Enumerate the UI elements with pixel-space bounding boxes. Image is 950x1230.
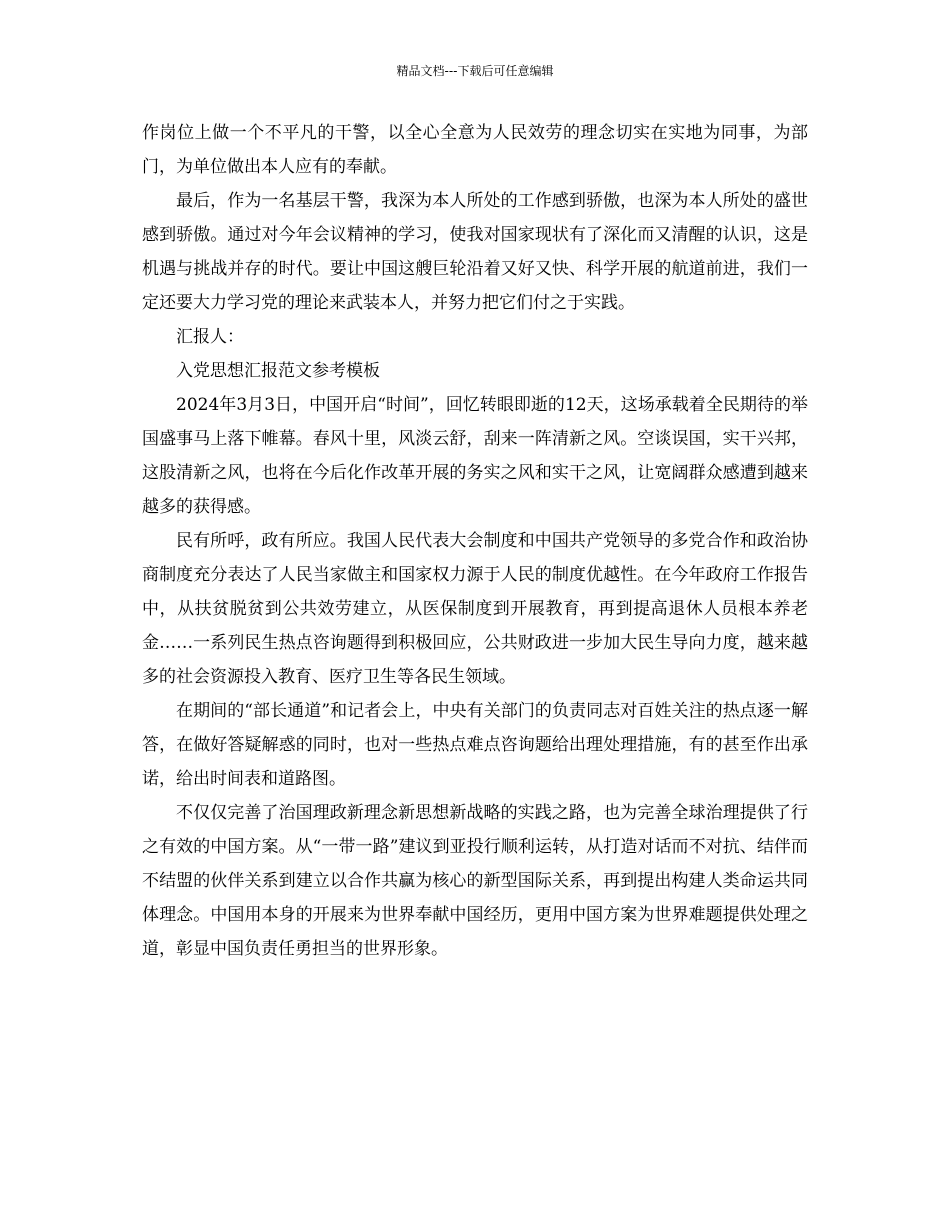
paragraph: 最后，作为一名基层干警，我深为本人所处的工作感到骄傲，也深为本人所处的盛世感到骄傲。通过对今年会议精神的学习，使我对国家现状有了深化而又清醒的认识，这是机遇与挑战并存的时代。要让中国这艘巨轮沿着又好又快、科学开展的航道前进，我们一定还要大力学习党的理论来武装本人，并努力把它们付之于实践。	[142, 191, 808, 313]
paragraph: 2024年3月3日，中国开启“时间”，回忆转眼即逝的12天，这场承载着全民期待的举国盛事马上落下帷幕。春风十里，风淡云舒，刮来一阵清新之风。空谈误国，实干兴邦，这股清新之风，也将在今后化作改革开展的务实之风和实干之风，让宽阔群众感遭到越来越多的获得感。	[142, 395, 808, 517]
section-title: 入党思想汇报范文参考模板	[176, 361, 380, 381]
paragraph: 不仅仅完善了治国理政新理念新思想新战略的实践之路，也为完善全球治理提供了行之有效的中国方案。从“一带一路”建议到亚投行顺利运转，从打造对话而不对抗、结伴而不结盟的伙伴关系到建立以合作共赢为核心的新型国际关系，再到提出构建人类命运共同体理念。中国用本身的开展来为世界奉献中国经历，更用中国方案为世界难题提供处理之道，彰显中国负责任勇担当的世界形象。	[142, 803, 808, 959]
paragraph-continuation: 作岗位上做一个不平凡的干警，以全心全意为人民效劳的理念切实在实地为同事，为部门，为单位做出本人应有的奉献。	[142, 123, 808, 177]
document-body	[142, 116, 808, 966]
reporter-label: 汇报人：	[176, 327, 244, 347]
paragraph: 在期间的“部长通道”和记者会上，中央有关部门的负责同志对百姓关注的热点逐一解答，在做好答疑解惑的同时，也对一些热点难点咨询题给出理处理措施，有的甚至作出承诺，给出时间表和道路图。	[142, 701, 808, 789]
page-header: 精品文档---下载后可任意编辑	[396, 64, 554, 78]
paragraph: 民有所呼，政有所应。我国人民代表大会制度和中国共产党领导的多党合作和政治协商制度充分表达了人民当家做主和国家权力源于人民的制度优越性。在今年政府工作报告中，从扶贫脱贫到公共效劳建立，从医保制度到开展教育，再到提高退休人员根本养老金……一系列民生热点咨询题得到积极回应，公共财政进一步加大民生导向力度，越来越多的社会资源投入教育、医疗卫生等各民生领域。	[142, 531, 808, 687]
